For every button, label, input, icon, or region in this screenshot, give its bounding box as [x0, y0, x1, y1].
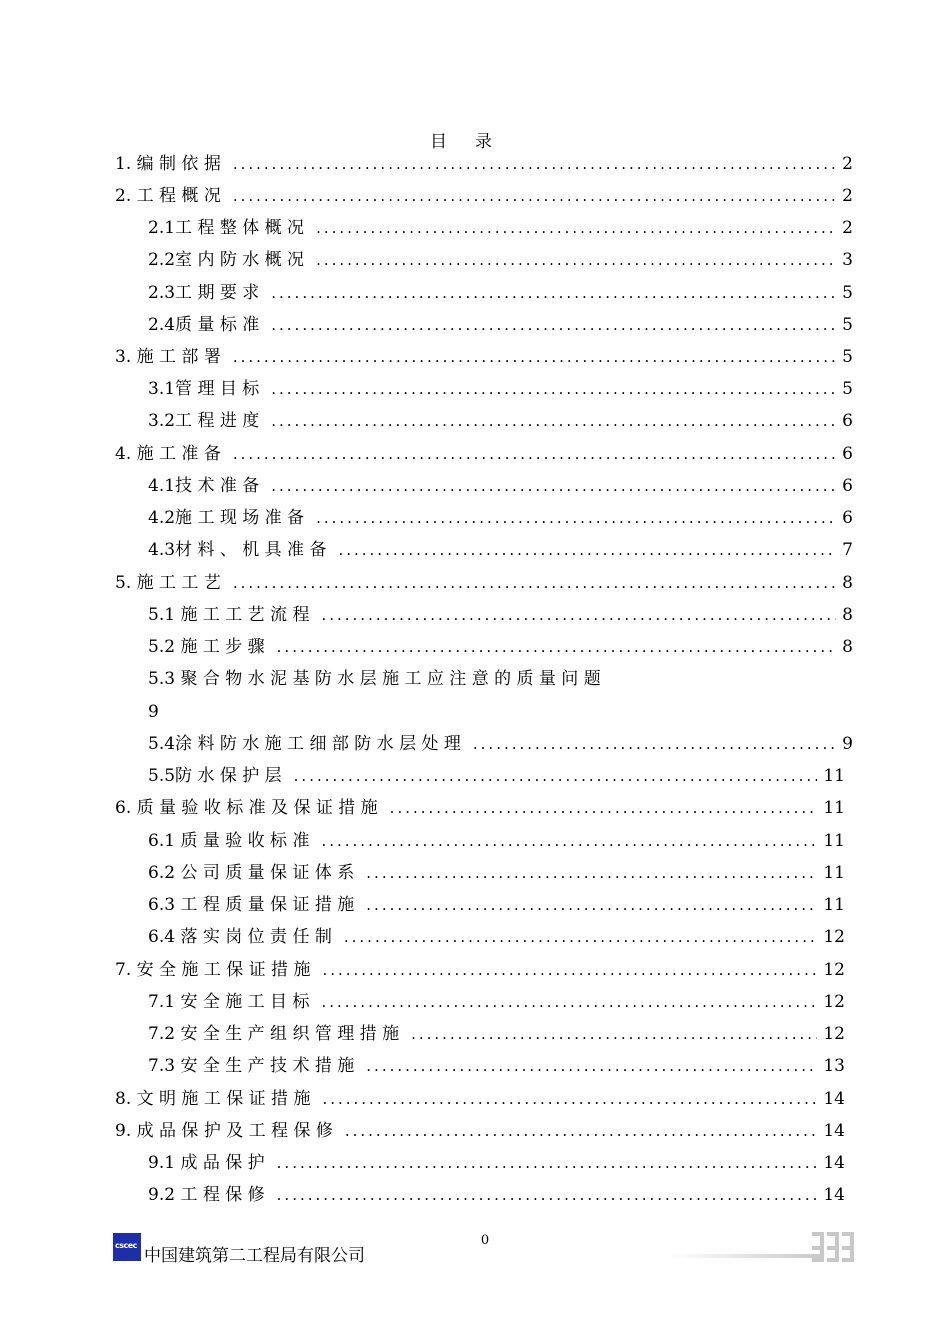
- toc-entry-label: 6.3 工 程 质 量 保 证 措 施: [148, 895, 355, 915]
- toc-entry[interactable]: [115, 796, 845, 820]
- toc-entry-label: 8. 文 明 施 工 保 证 措 施: [115, 1089, 311, 1109]
- toc-entry[interactable]: [148, 829, 845, 853]
- dot-leader: [338, 538, 836, 562]
- toc-entry-label: 6. 质 量 验 收 标 准 及 保 证 措 施: [115, 798, 378, 818]
- toc-entry[interactable]: [148, 1022, 845, 1046]
- toc-entry[interactable]: [148, 281, 853, 305]
- dot-leader: [316, 248, 836, 272]
- logo-text: cscec: [115, 1241, 137, 1250]
- toc-entry-page: 6: [842, 411, 853, 431]
- toc-entry-page: 12: [823, 1024, 845, 1044]
- toc-entry-label: 7.1 安 全 施 工 目 标: [148, 992, 310, 1012]
- company-name: 中国建筑第二工程局有限公司: [144, 1246, 365, 1266]
- dot-leader: [277, 635, 837, 659]
- toc-entry-page: 12: [823, 992, 845, 1012]
- toc-entry-page: 3: [842, 250, 853, 270]
- toc-entry-page: 6: [842, 444, 853, 464]
- toc-entry-page: 5: [842, 315, 853, 335]
- toc-entry-label: 2.3工 期 要 求: [148, 283, 260, 303]
- toc-entry-page: 9: [148, 702, 159, 722]
- dot-leader: [366, 893, 817, 917]
- toc-entry-label: 9.1 成 品 保 护: [148, 1153, 265, 1173]
- toc-entry-label: 1. 编 制 依 据: [115, 154, 221, 174]
- toc-entry-page: 2: [842, 186, 853, 206]
- dot-leader: [390, 796, 818, 820]
- toc-entry-label: 3. 施 工 部 署: [115, 347, 221, 367]
- dot-leader: [366, 1054, 817, 1078]
- toc-entry-page: 6: [842, 476, 853, 496]
- toc-entry-label: 9. 成 品 保 护 及 工 程 保 修: [115, 1121, 333, 1141]
- dot-leader: [271, 281, 836, 305]
- toc-entry-label: 7. 安 全 施 工 保 证 措 施: [115, 960, 311, 980]
- toc-entry-label: 2.1工 程 整 体 概 况: [148, 218, 305, 238]
- dot-leader: [321, 603, 836, 627]
- dot-leader: [277, 1151, 818, 1175]
- toc-entry-label: 6.4 落 实 岗 位 责 任 制: [148, 927, 332, 947]
- toc-entry-page: 14: [823, 1185, 845, 1205]
- toc-entry[interactable]: [148, 506, 853, 530]
- dot-leader: [233, 442, 836, 466]
- toc-entry[interactable]: [148, 732, 853, 756]
- toc-entry-label: 4.3材 料 、 机 具 准 备: [148, 540, 327, 560]
- toc-entry-label: 4. 施 工 准 备: [115, 444, 221, 464]
- toc-title: 目录: [430, 132, 520, 152]
- toc-entry[interactable]: [148, 764, 845, 788]
- toc-entry[interactable]: [148, 313, 853, 337]
- dot-leader: [233, 345, 836, 369]
- toc-entry-label: 5.4涂 料 防 水 施 工 细 部 防 水 层 处 理: [148, 734, 461, 754]
- toc-entry-page: 8: [842, 573, 853, 593]
- toc-entry[interactable]: [115, 571, 853, 595]
- dot-leader: [322, 958, 817, 982]
- toc-entry-page: 11: [823, 863, 845, 883]
- toc-entry[interactable]: [148, 893, 845, 917]
- dot-leader: [233, 152, 836, 176]
- toc-entry-page: 5: [842, 379, 853, 399]
- toc-entry-page: 2: [842, 154, 853, 174]
- dot-leader: [321, 829, 817, 853]
- dot-leader: [322, 1087, 817, 1111]
- dot-leader: [271, 474, 836, 498]
- dot-leader: [316, 216, 836, 240]
- toc-entry-label: 5.5防 水 保 护 层: [148, 766, 282, 786]
- toc-entry-label: 6.2 公 司 质 量 保 证 体 系: [148, 863, 355, 883]
- dot-leader: [473, 732, 836, 756]
- toc-entry[interactable]: [148, 1151, 845, 1175]
- toc-entry-page: 7: [842, 540, 853, 560]
- toc-entry-label: 3.2工 程 进 度: [148, 411, 260, 431]
- toc-entry[interactable]: [148, 990, 845, 1014]
- toc-entry-page: 14: [823, 1121, 845, 1141]
- dot-leader: [345, 1119, 818, 1143]
- toc-entry[interactable]: [148, 409, 853, 433]
- toc-entry-page: 8: [842, 637, 853, 657]
- dot-leader: [316, 506, 836, 530]
- toc-entry[interactable]: [148, 216, 853, 240]
- dot-leader: [271, 377, 836, 401]
- toc-entry-page: 12: [823, 927, 845, 947]
- decorative-mark-icon: [810, 1226, 856, 1268]
- toc-entry-wrapped[interactable]: [148, 667, 601, 691]
- toc-entry-label: 5. 施 工 工 艺: [115, 573, 221, 593]
- toc-entry-label: 2.2室 内 防 水 概 况: [148, 250, 305, 270]
- toc-entry[interactable]: [148, 248, 853, 272]
- dot-leader: [233, 571, 836, 595]
- toc-entry-page: 11: [823, 895, 845, 915]
- toc-entry-page: 11: [823, 798, 845, 818]
- dot-leader: [271, 409, 836, 433]
- toc-entry-page: 6: [842, 508, 853, 528]
- toc-entry-page: 11: [823, 766, 845, 786]
- toc-entry-label: 2. 工 程 概 况: [115, 186, 221, 206]
- toc-entry[interactable]: [115, 152, 853, 176]
- toc-entry-label: 7.2 安 全 生 产 组 织 管 理 措 施: [148, 1024, 400, 1044]
- toc-entry[interactable]: [148, 377, 853, 401]
- toc-entry[interactable]: [148, 635, 853, 659]
- toc-entry[interactable]: [148, 1183, 845, 1207]
- toc-entry-label: 5.2 施 工 步 骤: [148, 637, 265, 657]
- toc-entry-label: 2.4质 量 标 准: [148, 315, 260, 335]
- toc-entry[interactable]: [148, 861, 845, 885]
- toc-entry[interactable]: [148, 538, 853, 562]
- toc-entry-page: 9: [842, 734, 853, 754]
- dot-leader: [277, 1183, 818, 1207]
- page-number: 0: [480, 1233, 490, 1248]
- dot-leader: [321, 990, 817, 1014]
- toc-entry-label: 4.1技 术 准 备: [148, 476, 260, 496]
- toc-entry-page: 11: [823, 831, 845, 851]
- dot-leader: [233, 184, 836, 208]
- toc-entry-page: 12: [823, 960, 845, 980]
- toc-entry[interactable]: [115, 1119, 845, 1143]
- dot-leader: [344, 925, 817, 949]
- toc-entry[interactable]: [148, 603, 853, 627]
- toc-entry-page: 13: [823, 1056, 845, 1076]
- toc-entry[interactable]: [115, 184, 853, 208]
- toc-entry-label: 6.1 质 量 验 收 标 准: [148, 831, 310, 851]
- toc-entry[interactable]: [115, 1087, 845, 1111]
- toc-entry[interactable]: [148, 925, 845, 949]
- toc-entry[interactable]: [148, 1054, 845, 1078]
- toc-entry-label: 3.1管 理 目 标: [148, 379, 260, 399]
- toc-entry-label: 7.3 安 全 生 产 技 术 措 施: [148, 1056, 355, 1076]
- toc-entry-page: 14: [823, 1089, 845, 1109]
- toc-entry-label: 5.3 聚 合 物 水 泥 基 防 水 层 施 工 应 注 意 的 质 量 问 题: [148, 669, 601, 689]
- toc-entry[interactable]: [115, 442, 853, 466]
- dot-leader: [271, 313, 836, 337]
- dot-leader: [294, 764, 818, 788]
- toc-entry-page: 8: [842, 605, 853, 625]
- toc-entry-label: 5.1 施 工 工 艺 流 程: [148, 605, 310, 625]
- toc-entry[interactable]: [148, 474, 853, 498]
- toc-entry-page: 5: [842, 283, 853, 303]
- toc-entry-label: 9.2 工 程 保 修: [148, 1185, 265, 1205]
- toc-entry-label: 4.2施 工 现 场 准 备: [148, 508, 305, 528]
- footer-rule: [672, 1254, 822, 1258]
- toc-entry-page: 14: [823, 1153, 845, 1173]
- dot-leader: [366, 861, 817, 885]
- dot-leader: [411, 1022, 817, 1046]
- toc-entry-page: 2: [842, 218, 853, 238]
- toc-entry-page: 5: [842, 347, 853, 367]
- toc-entry[interactable]: [115, 345, 853, 369]
- toc-entry[interactable]: [115, 958, 845, 982]
- company-logo: [113, 1233, 141, 1261]
